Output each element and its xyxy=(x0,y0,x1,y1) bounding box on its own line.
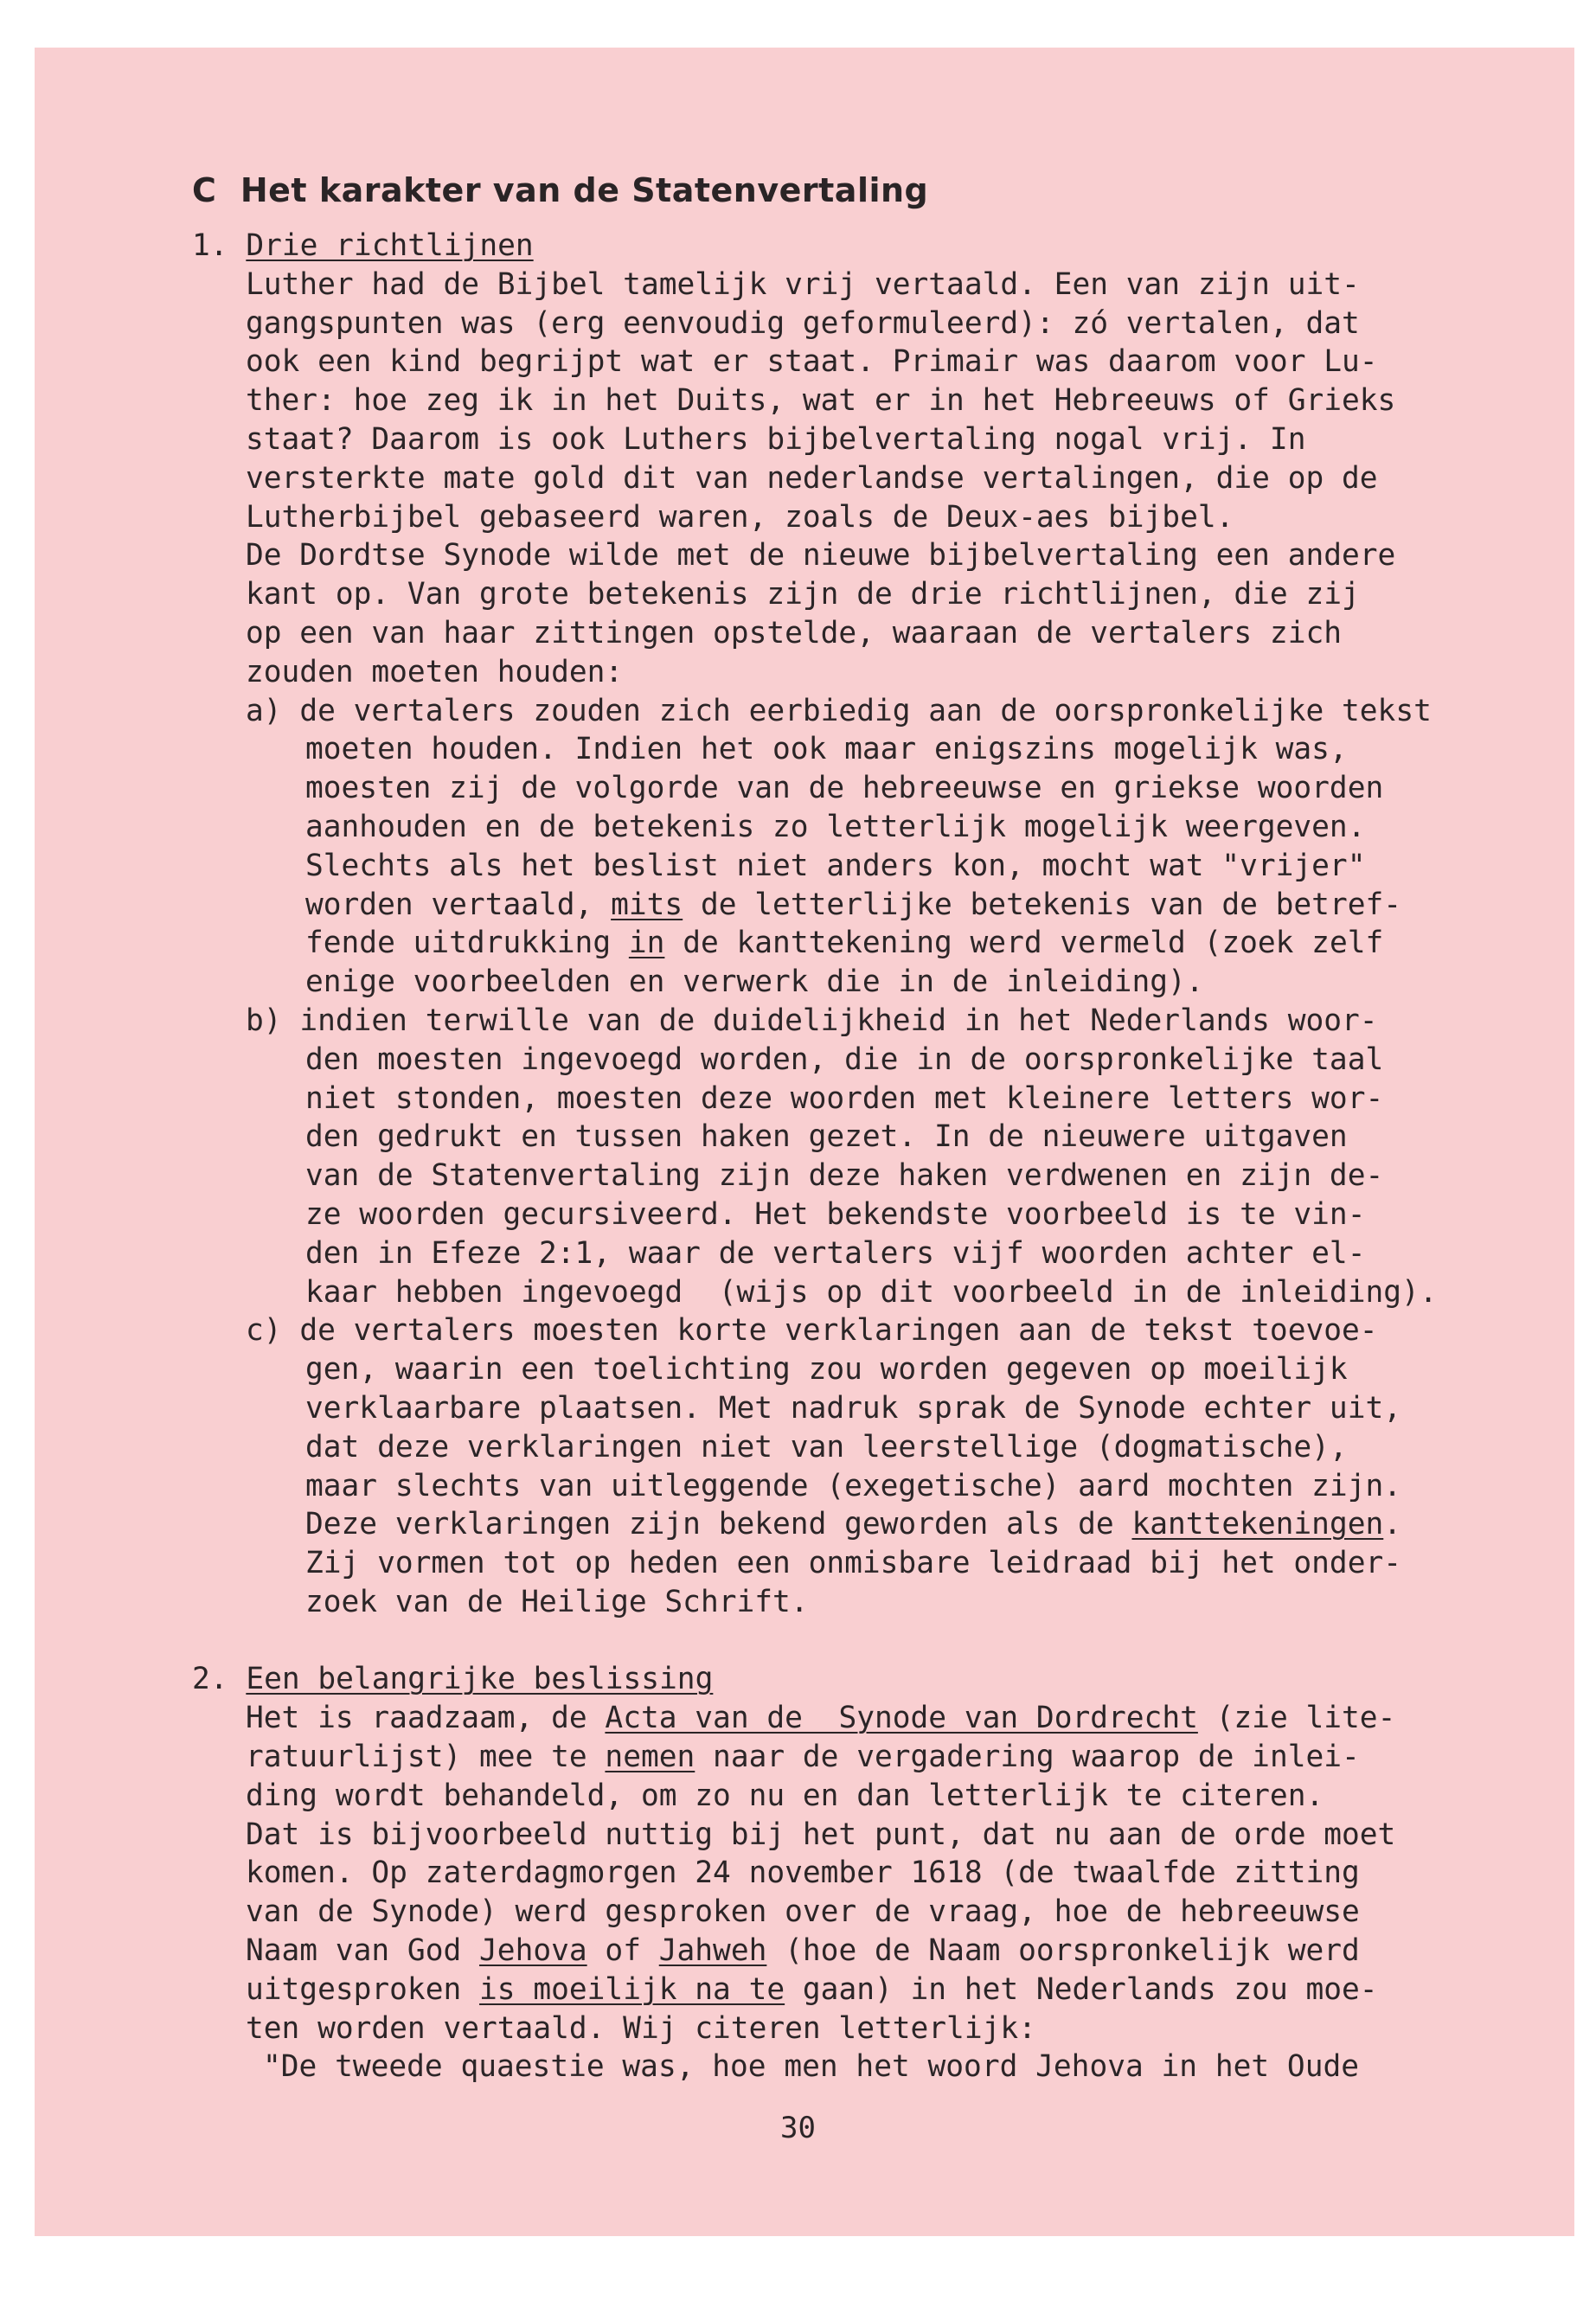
list-item-text: de vertalers zouden zich eerbiedig aan de oorspronkelijke tekst xyxy=(299,693,1432,728)
list-marker: b) xyxy=(246,1003,300,1038)
list-line xyxy=(192,886,1559,925)
paragraph-line xyxy=(192,1738,1559,1777)
paragraph-line: ding wordt behandeld, om zo nu en dan letterlijk te citeren. xyxy=(246,1778,1324,1813)
list-line: enige voorbeelden en verwerk die in de inleiding). xyxy=(305,965,1204,1000)
list-line: ze woorden gecursiveerd. Het bekendste voorbeeld is te vin- xyxy=(305,1196,1366,1232)
list-marker: c) xyxy=(246,1313,300,1349)
paragraph-line xyxy=(192,1932,1559,1971)
list-line: maar slechts van uitleggende (exegetische) aard mochten zijn. xyxy=(305,1468,1402,1503)
underlined-word: in xyxy=(628,926,665,961)
list-line: gen, waarin een toelichting zou worden gegeven op moeilijk xyxy=(305,1352,1348,1388)
underlined-word: Jehova xyxy=(479,1933,587,1969)
underlined-word: nemen xyxy=(605,1740,695,1775)
subsection-1-title xyxy=(192,227,1559,266)
list-item-b xyxy=(192,1002,1559,1041)
paragraph-line xyxy=(192,1699,1559,1738)
paragraph-line: op een van haar zittingen opstelde, waaraan de vertalers zich xyxy=(246,615,1343,651)
page-number: 30 xyxy=(780,2111,816,2145)
text-run: (zie lite- xyxy=(1197,1701,1396,1736)
list-line: dat deze verklaringen niet van leerstellige (dogmatische), xyxy=(305,1429,1348,1465)
paragraph-line: kant op. Van grote betekenis zijn de drie richtlijnen, die zij xyxy=(246,577,1360,612)
paragraph-line: ther: hoe zeg ik in het Duits, wat er in het Hebreeuws of Grieks xyxy=(246,383,1396,419)
paragraph-line: versterkte mate gold dit van nederlandse vertalingen, die op de xyxy=(246,460,1378,496)
list-marker: a) xyxy=(246,693,300,728)
paragraph-line: Dat is bijvoorbeeld nuttig bij het punt, dat nu aan de orde moet xyxy=(246,1817,1396,1852)
text-run: de letterlijke betekenis van de betref- xyxy=(683,887,1402,922)
subsection-title: Een belangrijke beslissing xyxy=(246,1662,714,1697)
list-line: verklaarbare plaatsen. Met nadruk sprak de Synode echter uit, xyxy=(305,1390,1402,1426)
paragraph-line: ook een kind begrijpt wat er staat. Primair was daarom voor Lu- xyxy=(246,344,1378,380)
list-item-a xyxy=(192,692,1559,731)
paragraph-line: van de Synode) werd gesproken over de vraag, hoe de hebreeuwse xyxy=(246,1894,1360,1930)
list-line: niet stonden, moesten deze woorden met kleinere letters wor- xyxy=(305,1080,1384,1116)
text-run: de kanttekening werd vermeld (zoek zelf xyxy=(664,926,1384,961)
list-line: den in Efeze 2:1, waar de vertalers vijf woorden achter el- xyxy=(305,1235,1366,1271)
list-item-text: de vertalers moesten korte verklaringen aan de tekst toevoe- xyxy=(299,1313,1378,1349)
list-line: kaar hebben ingevoegd (wijs op dit voorbeeld in de inleiding). xyxy=(305,1274,1438,1310)
list-line: van de Statenvertaling zijn deze haken verdwenen en zijn de- xyxy=(305,1158,1384,1194)
paragraph-line: zouden moeten houden: xyxy=(246,654,624,689)
list-line: aanhouden en de betekenis zo letterlijk mogelijk weergeven. xyxy=(305,809,1366,844)
list-line: den gedrukt en tussen haken gezet. In de nieuwere uitgaven xyxy=(305,1119,1348,1155)
subsection-title: Drie richtlijnen xyxy=(246,228,534,263)
underlined-word: kanttekeningen xyxy=(1131,1507,1384,1542)
list-line: zoek van de Heilige Schrift. xyxy=(305,1584,809,1619)
text-run: uitgesproken xyxy=(246,1971,480,2007)
text-run: Naam van God xyxy=(246,1933,480,1969)
list-line: moesten zij de volgorde van de hebreeuwse en griekse woorden xyxy=(305,771,1384,806)
text-run: of xyxy=(586,1933,659,1969)
underlined-word: is moeilijk na te xyxy=(479,1971,785,2007)
paragraph-line: Luther had de Bijbel tamelijk vrij vertaald. Een van zijn uit- xyxy=(246,266,1360,302)
list-item-text: indien terwille van de duidelijkheid in het Nederlands woor- xyxy=(299,1003,1378,1038)
subsection-number: 2. xyxy=(192,1662,247,1697)
underlined-word: mits xyxy=(611,887,683,922)
text-run: worden vertaald, xyxy=(305,887,612,922)
list-line: Slechts als het beslist niet anders kon, mocht wat "vrijer" xyxy=(305,848,1366,883)
underlined-word: Jahweh xyxy=(658,1933,767,1969)
list-line: moeten houden. Indien het ook maar enigszins mogelijk was, xyxy=(305,732,1348,767)
text-run: ratuurlijst) mee te xyxy=(246,1740,606,1775)
paragraph-line: gangspunten was (erg eenvoudig geformuleerd): zó vertalen, dat xyxy=(246,305,1360,341)
paragraph-line: ten worden vertaald. Wij citeren letterlijk: xyxy=(246,2010,1036,2046)
paragraph-line: "De tweede quaestie was, hoe men het woord Jehova in het Oude xyxy=(263,2049,1360,2085)
list-line: Zij vormen tot op heden een onmisbare leidraad bij het onder- xyxy=(305,1546,1402,1581)
text-run: . xyxy=(1383,1507,1402,1542)
spacer xyxy=(192,1622,1559,1661)
paragraph-line: staat? Daarom is ook Luthers bijbelvertaling nogal vrij. In xyxy=(246,421,1306,457)
paragraph-line: De Dordtse Synode wilde met de nieuwe bijbelvertaling een andere xyxy=(246,538,1396,574)
list-line xyxy=(192,1505,1559,1544)
underlined-word: Acta van de Synode van Dordrecht xyxy=(605,1701,1198,1736)
body-text xyxy=(192,227,1559,2086)
list-item-c xyxy=(192,1311,1559,1350)
text-run: gaan) in het Nederlands zou moe- xyxy=(785,1971,1378,2007)
section-heading: C Het karakter van de Statenvertaling xyxy=(192,171,929,209)
text-run: fende uitdrukking xyxy=(305,926,629,961)
text-run: (hoe de Naam oorspronkelijk werd xyxy=(766,1933,1360,1969)
paragraph-line: komen. Op zaterdagmorgen 24 november 1618 (de twaalfde zitting xyxy=(246,1856,1360,1891)
subsection-2-title xyxy=(192,1660,1559,1699)
text-run: naar de vergadering waarop de inlei- xyxy=(695,1740,1360,1775)
paragraph-line: Lutherbijbel gebaseerd waren, zoals de Deux-aes bijbel. xyxy=(246,499,1234,535)
list-line: den moesten ingevoegd worden, die in de oorspronkelijke taal xyxy=(305,1042,1384,1077)
text-run: Deze verklaringen zijn bekend geworden als de xyxy=(305,1507,1132,1542)
paragraph-line xyxy=(192,1971,1559,2009)
subsection-number: 1. xyxy=(192,228,247,263)
list-line xyxy=(192,924,1559,963)
text-run: Het is raadzaam, de xyxy=(246,1701,606,1736)
